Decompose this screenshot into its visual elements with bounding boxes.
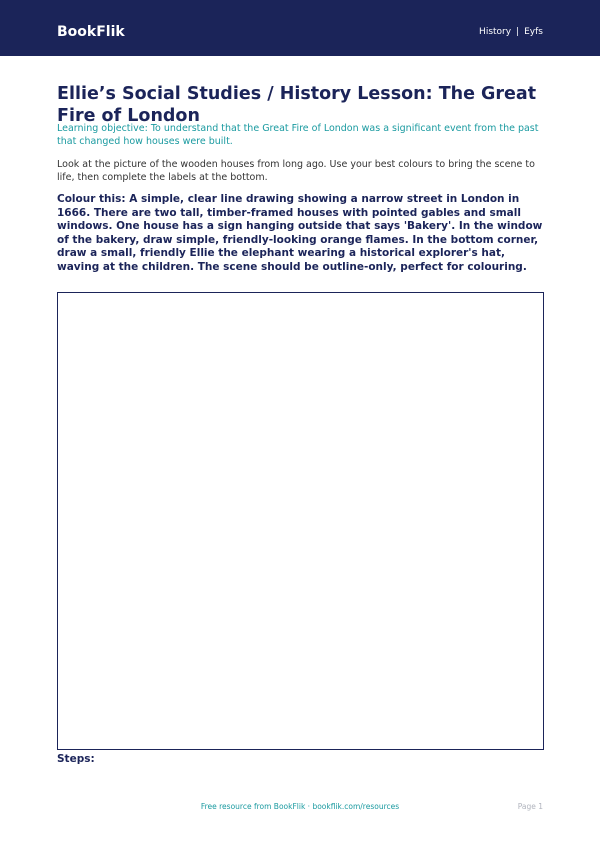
intro-instructions: Look at the picture of the wooden houses from long ago. Use your best colours to bring the scene to life, then complete the labels at the bottom. <box>57 159 535 183</box>
learning-objective: Learning objective: To understand that the Great Fire of London was a significant event from the past that changed how houses were built. <box>57 123 539 147</box>
brand-logo-text[interactable]: BookFlik <box>57 24 125 40</box>
lesson-title: Ellie’s Social Studies / History Lesson: The Great Fire of London <box>57 84 537 126</box>
steps-heading: Steps: <box>57 753 95 765</box>
top-banner <box>0 0 600 56</box>
subject-breadcrumb <box>479 25 543 39</box>
footer-credit[interactable]: Free resource from BookFlik · bookflik.com/resources <box>200 802 400 811</box>
colouring-drawing-area[interactable] <box>57 292 544 750</box>
page-number: Page 1 <box>517 802 543 811</box>
colouring-prompt: Colour this: A simple, clear line drawing showing a narrow street in London in 1666. There are two tall, timber-framed houses with pointed gables and small windows. One house has a sign hanging outside that says 'Bakery'. In the window of the bakery, draw simple, friendly-looking orange flames. In the bottom corner, draw a small, friendly Ellie the elephant wearing a historical explorer's hat, waving at the children. The scene should be outline-only, perfect for colouring. <box>57 193 543 273</box>
level-label: Eyfs <box>524 27 543 37</box>
subject-label: History <box>479 27 512 37</box>
breadcrumb-separator: | <box>516 27 520 37</box>
